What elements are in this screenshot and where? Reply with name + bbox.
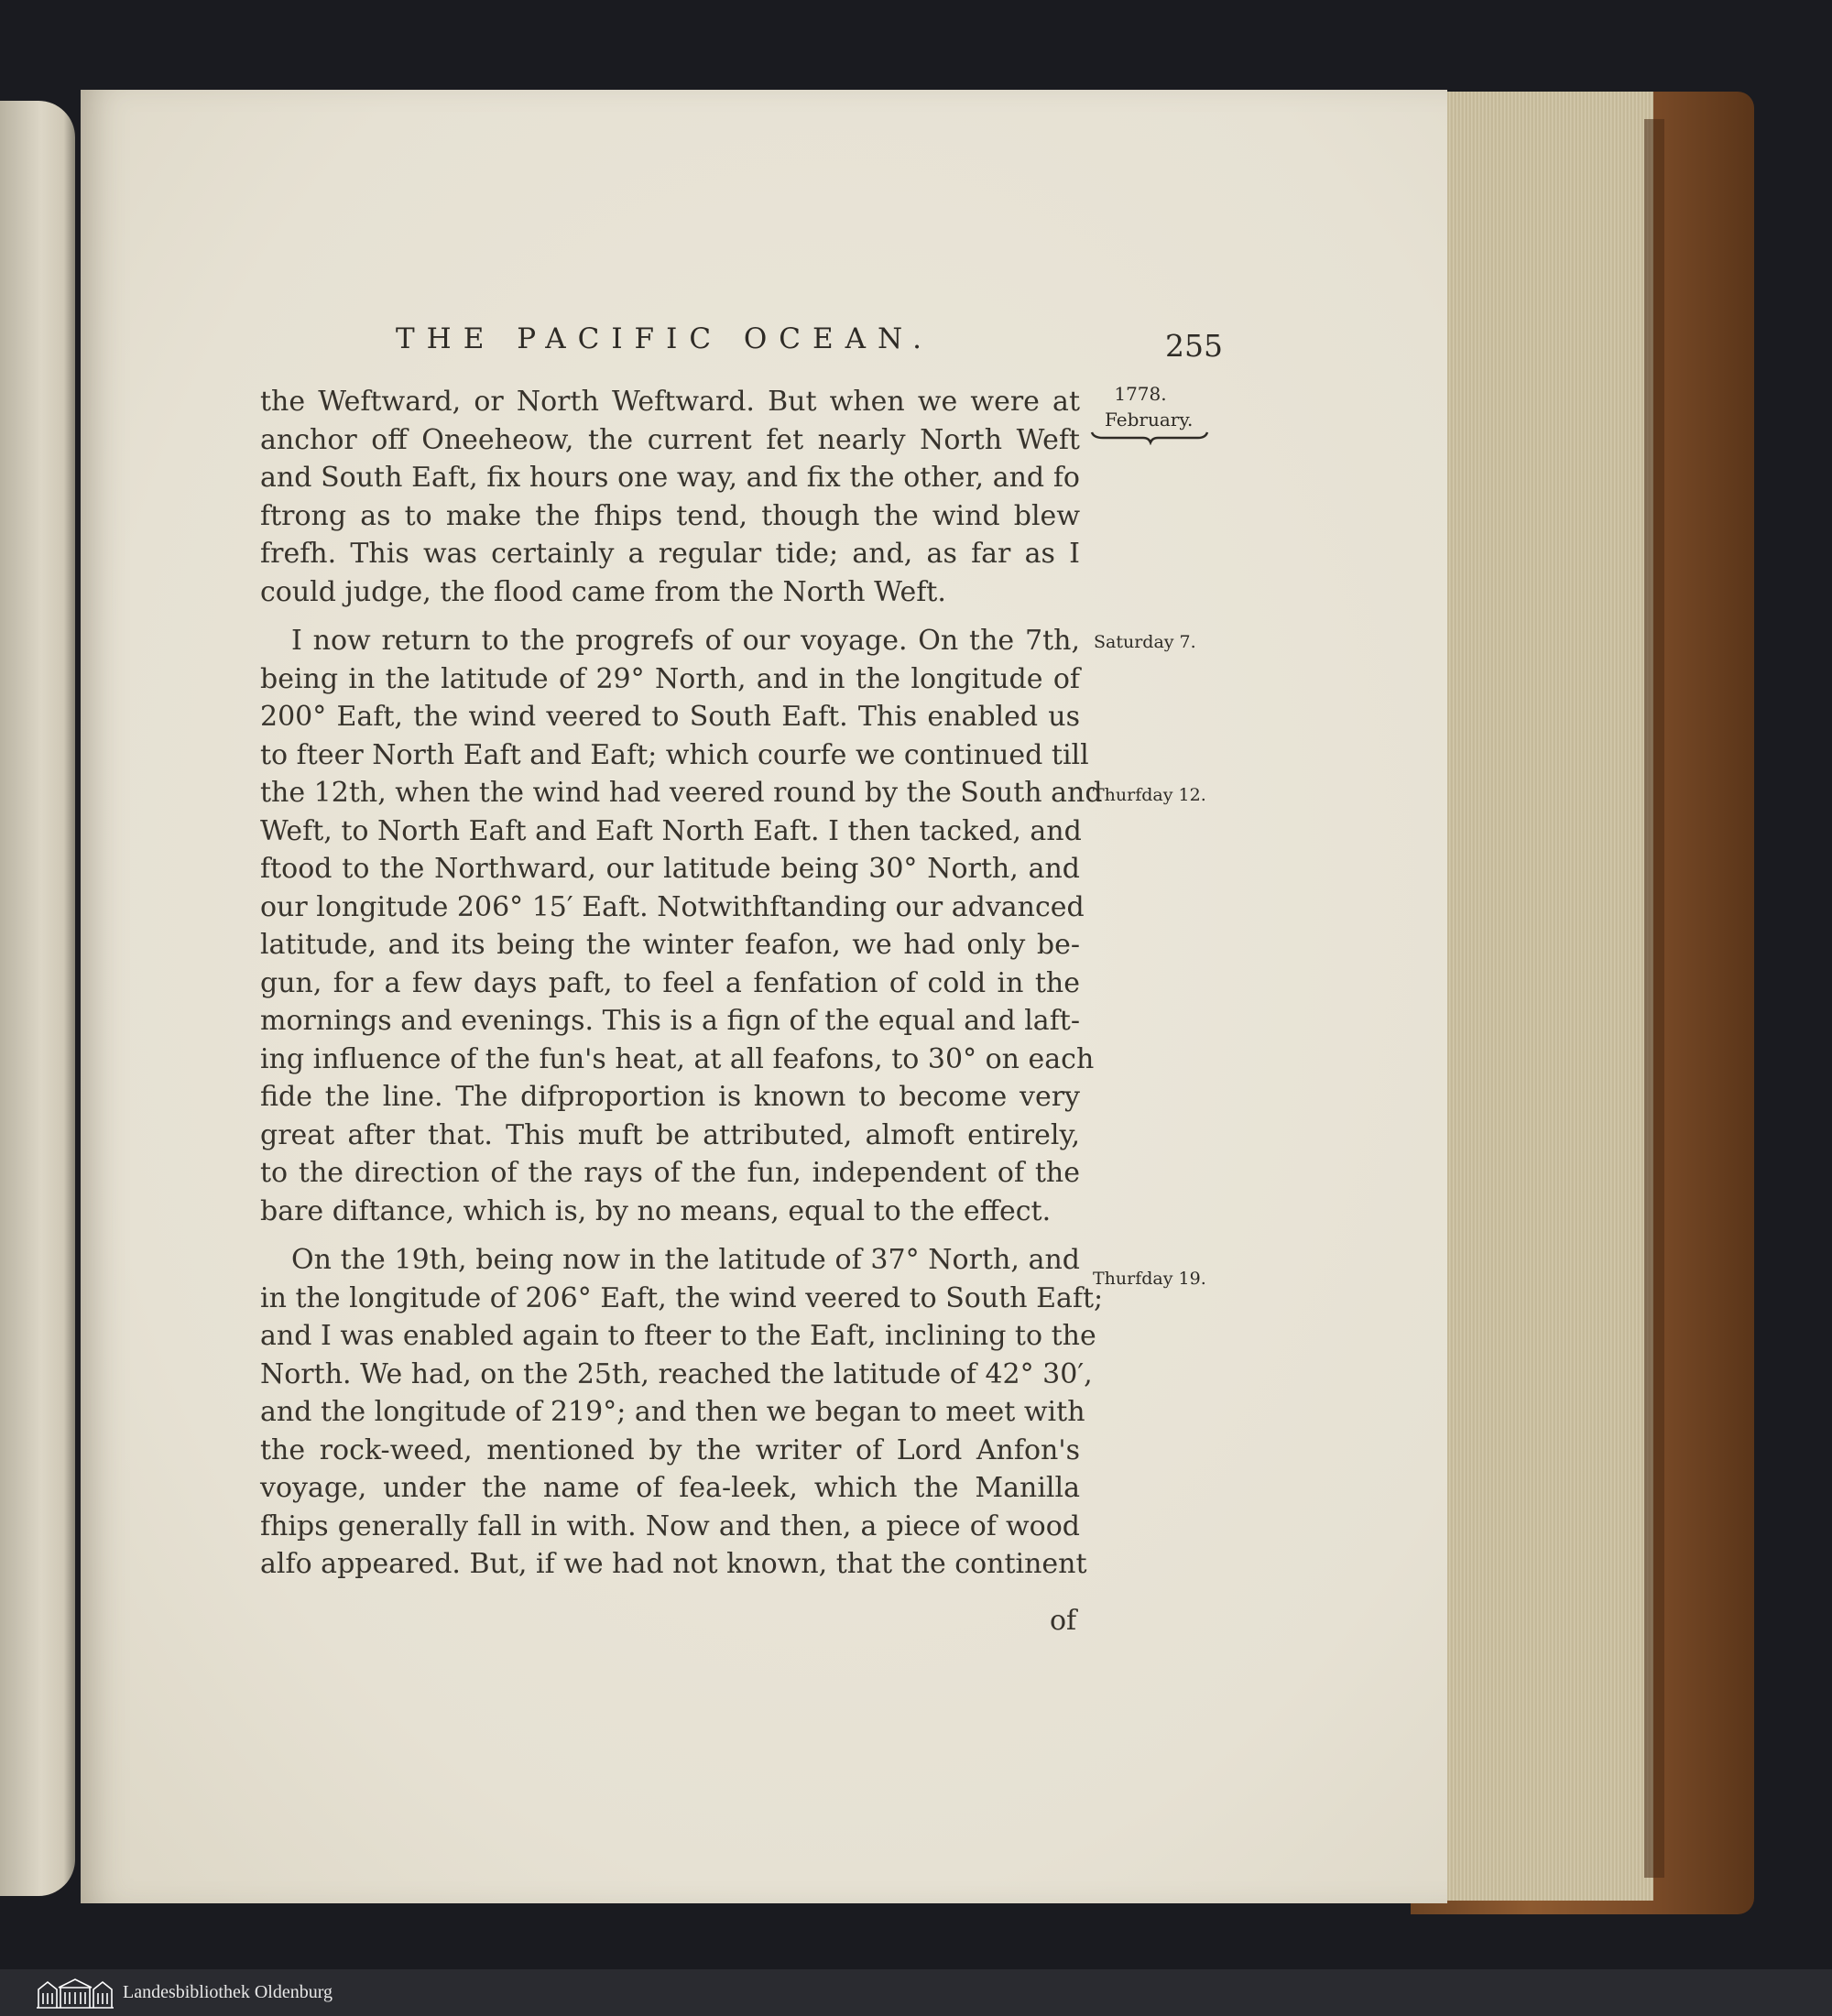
text-line: anchor off Oneeheow, the current fet nearly North Weft (260, 423, 1080, 456)
margin-month: February. (1105, 409, 1194, 430)
text-line: alfo appeared. But, if we had not known, that the continent (260, 1548, 1087, 1580)
body-text (260, 383, 1104, 1584)
text-line: ftrong as to make the fhips tend, though the wind blew (260, 499, 1080, 532)
text-line: On the 19th, being now in the latitude of 37° North, and (291, 1244, 1080, 1276)
text-line: 200° Eaft, the wind veered to South Eaft. This enabled us (260, 701, 1080, 733)
text-line: great after that. This muft be attributed, almoft entirely, (260, 1118, 1080, 1151)
text-line: to fteer North Eaft and Eaft; which courfe we continued till (260, 738, 1089, 771)
text-line: the 12th, when the wind had veered round by the South and (260, 777, 1103, 809)
library-name: Landesbibliothek Oldenburg (123, 1982, 333, 2002)
margin-year: 1778. (1114, 383, 1167, 405)
text-line: the Weftward, or North Weftward. But when we were at (260, 386, 1080, 418)
page-edges (1443, 92, 1653, 1901)
running-head: THE PACIFIC OCEAN. (396, 322, 934, 355)
text-line: ing influence of the fun's heat, at all feafons, to 30° on each (260, 1042, 1095, 1075)
text-line: and I was enabled again to fteer to the Eaft, inclining to the (260, 1320, 1096, 1352)
text-line: Weft, to North Eaft and Eaft North Eaft. I then tacked, and (260, 814, 1082, 847)
margin-brace (1090, 430, 1209, 445)
text-line: bare diftance, which is, by no means, equal to the effect. (260, 1194, 1052, 1227)
text-line: fide the line. The difproportion is known to become very (260, 1081, 1080, 1113)
text-line: in the longitude of 206° Eaft, the wind veered to South Eaft; (260, 1281, 1104, 1314)
margin-thursday-12: Thurfday 12. (1093, 785, 1206, 805)
margin-saturday-7: Saturday 7. (1094, 632, 1196, 652)
text-line: could judge, the flood came from the North Weft. (260, 575, 946, 608)
library-building-icon (35, 1977, 115, 2010)
text-line: gun, for a few days paft, to feel a fenfation of cold in the (260, 966, 1080, 999)
text-line: North. We had, on the 25th, reached the latitude of 42° 30′, (260, 1357, 1093, 1390)
page-number: 255 (1165, 328, 1223, 364)
text-line: mornings and evenings. This is a fign of the equal and laft- (260, 1005, 1080, 1037)
text-line: fhips generally fall in with. Now and then, a piece of wood (260, 1509, 1080, 1542)
left-page-edge (0, 101, 75, 1896)
text-line: voyage, under the name of fea-leek, which the Manilla (260, 1472, 1080, 1504)
text-line: frefh. This was certainly a regular tide; and, as far as I (260, 538, 1080, 570)
text-line: ftood to the Northward, our latitude being 30° North, and (260, 853, 1080, 885)
text-line: I now return to the progrefs of our voyage. On the 7th, (291, 625, 1080, 657)
text-line: and the longitude of 219°; and then we began to meet with (260, 1396, 1085, 1428)
text-line: latitude, and its being the winter feafon, we had only be- (260, 929, 1080, 961)
text-line: our longitude 206° 15′ Eaft. Notwithftanding our advanced (260, 890, 1085, 923)
catchword: of (1050, 1605, 1077, 1637)
edge-shadow (1644, 119, 1664, 1878)
margin-thursday-19: Thurfday 19. (1093, 1269, 1206, 1289)
text-line: to the direction of the rays of the fun, independent of the (260, 1157, 1080, 1189)
text-line: being in the latitude of 29° North, and in the longitude of (260, 662, 1080, 695)
footer-bar (0, 1969, 1832, 2016)
text-line: and South Eaft, fix hours one way, and fix the other, and fo (260, 462, 1080, 494)
text-line: the rock-weed, mentioned by the writer of Lord Anfon's (260, 1433, 1080, 1466)
